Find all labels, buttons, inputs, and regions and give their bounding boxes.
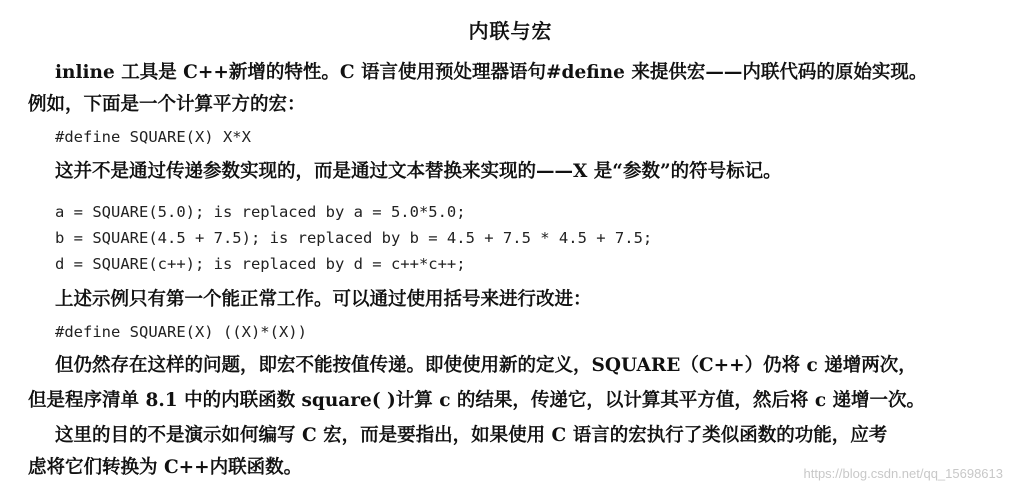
paragraph-conclusion-line-2: 虑将它们转换为 C++内联函数。 [28,457,303,478]
code-define-square: #define SQUARE(X) X*X [55,128,251,146]
code-example-a: a = SQUARE(5.0); is replaced by a = 5.0*5.0; [55,203,466,221]
paragraph-intro-line-1: inline 工具是 C++新增的特性。C 语言使用预处理器语句#define 来提供宏——内联代码的原始实现。 [55,62,928,83]
section-title: 内联与宏 [468,19,553,43]
watermark: https://blog.csdn.net/qq_15698613 [803,466,1003,481]
paragraph-problem-line-2: 但是程序清单 8.1 中的内联函数 square( )计算 c 的结果，传递它，以计算其平方值，然后将 c 递增一次。 [28,390,926,411]
paragraph-problem-line-1: 但仍然存在这样的问题，即宏不能按值传递。即使使用新的定义，SQUARE（C++）仍将 c 递增两次， [55,355,917,376]
code-define-square-parens: #define SQUARE(X) ((X)*(X)) [55,323,307,341]
code-example-b: b = SQUARE(4.5 + 7.5); is replaced by b = 4.5 + 7.5 * 4.5 + 7.5; [55,229,653,247]
paragraph-conclusion-line-1: 这里的目的不是演示如何编写 C 宏，而是要指出，如果使用 C 语言的宏执行了类似函数的功能，应考 [55,425,888,446]
code-example-d: d = SQUARE(c++); is replaced by d = c++*c++; [55,255,466,273]
paragraph-improvement: 上述示例只有第一个能正常工作。可以通过使用括号来进行改进： [55,289,592,310]
paragraph-intro-line-2: 例如，下面是一个计算平方的宏： [28,94,306,115]
paragraph-explanation: 这并不是通过传递参数实现的，而是通过文本替换来实现的——X 是“参数”的符号标记。 [55,161,782,182]
